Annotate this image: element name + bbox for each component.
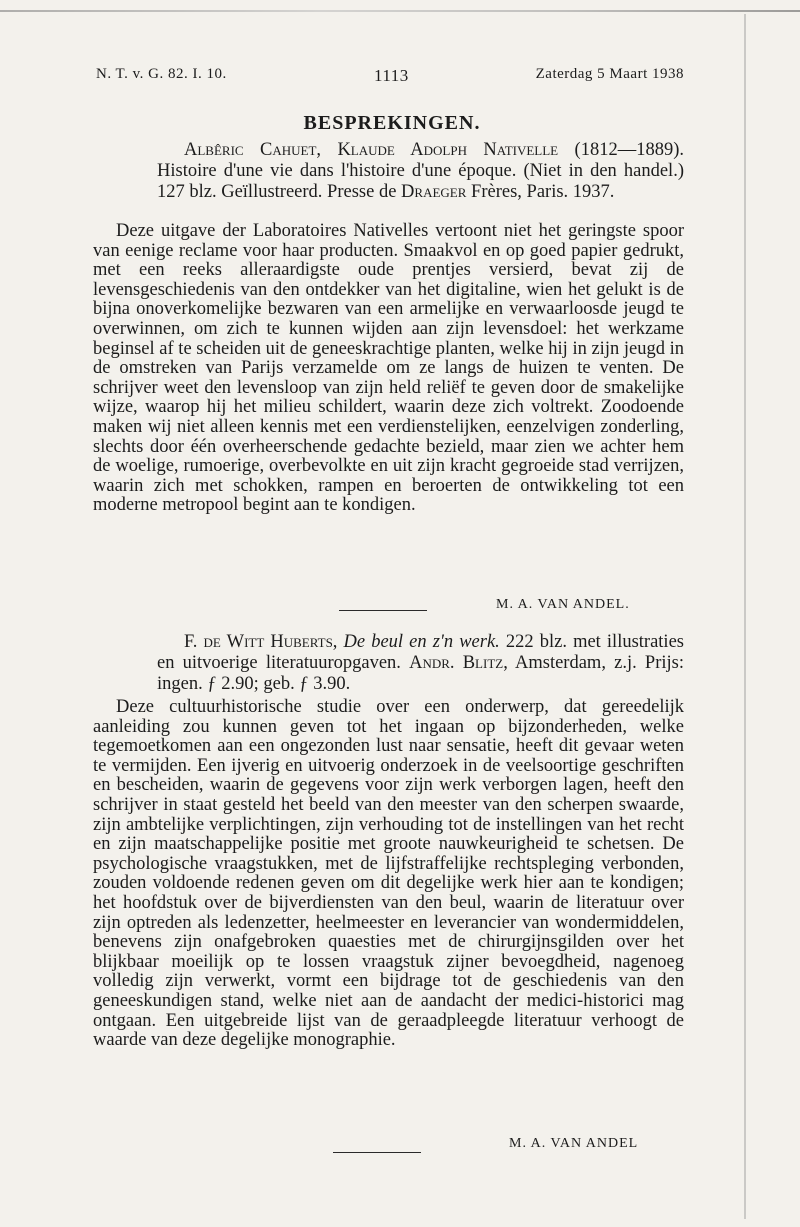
review2-body: Deze cultuurhistorische studie over een onderwerp, dat gereedelijk aanleiding zou kunnen geven tot het ingaan op bijzonderheden, welke tegemoetkomen aan een ongezonden lust naar sensatie, heeft dit gevaar weten te vermijden. Een ijverig en uitvoerig onderzoek in de veelsoortige geschriften en bescheiden, waarin de gegevens voor zijn werk verborgen lagen, heeft den schrijver in staat gesteld het beeld van den meester van den scherpen swaarde, zijn ambtelijke verplichtingen, zijn verhouding tot de instellingen van het recht en zijn maatschappelijke positie met groote nauwkeurigheid te schetsen. De psychologische vraagstukken, met de lijfstraffelijke rechtspleging verbonden, zouden voldoende redenen geven om dit degelijke werk hier aan te kondigen; het hoofdstuk over de bijverdiensten van den beul, waarin de literatuur over zijn optreden als ledenzetter, heelmeester en leverancier van wondermiddelen, benevens zijn onafgebroken quaesties met de chirurgijnsgilden over het blijkbaar moeilijk op te lossen vraagstuk zijner bevoegdheid, nagenoeg volledig zijn verwerkt, vormt een bijdrage tot de geschiedenis van den geneeskundigen stand, welke niet aan de aandacht der medici-historici mag ontgaan. Een uitgebreide lijst van de geraadpleegde literatuur verhoogt de waarde van deze degelijke monographie.: [93, 697, 684, 1051]
review2-author: F. de Witt Huberts,: [184, 632, 338, 652]
separator-rule: [339, 610, 427, 611]
review1-author: Albêric Cahuet, Klaude Adolph Nativelle: [184, 140, 559, 160]
review1-publisher: Draeger: [401, 182, 467, 202]
page-number: 1113: [374, 66, 409, 85]
review1-reference: [157, 140, 684, 203]
issue-date: Zaterdag 5 Maart 1938: [535, 66, 684, 82]
separator-rule: [333, 1152, 421, 1153]
section-title: BESPREKINGEN.: [303, 112, 481, 134]
review2-book-title: De beul en z'n werk.: [343, 632, 500, 652]
scan-edge-right: [744, 14, 746, 1219]
review1-signature: M. A. VAN ANDEL.: [496, 597, 630, 612]
review2-reference-text: 222 blz. met illustraties en uitvoerige literatuuropgaven.: [157, 632, 684, 673]
review1-body: Deze uitgave der Laboratoires Nativelles vertoont niet het geringste spoor van eenige reclame voor haar producten. Smaakvol en op goed papier gedrukt, met een reeks alleraardigste oude prentjes versierd, bevat zij de levensgeschiedenis van den ontdekker van het digitaline, wien het gelukt is de bijna onoverkomelijke bezwaren van een armelijke en verwaarloosde jeugd te overwinnen, om zich te kunnen wijden aan zijn levensdoel: het werkzame beginsel af te scheiden uit de geneeskrachtige planten, welke hij in zijn jeugd in de omstreken van Parijs verzamelde om ze langs de huizen te venten. De schrijver weet den levensloop van zijn held reliëf te geven door de smakelijke wijze, waarop hij het milieu schildert, waarin deze zich voltrekt. Zoodoende maken wij niet alleen kennis met een verdienstelijken, eenzelvigen zonderling, slechts door één overheerschende gedachte bezield, maar zien we achter hem de woelige, rumoerige, overbevolkte en uit zijn kracht gegroeide stad verrijzen, waarin zich met schokken, rampen en beroerten de ontwikkeling tot een moderne metropool begint aan te kondigen.: [93, 221, 684, 516]
review1-reference-text: (1812—1889). Histoire d'une vie dans l'histoire d'une époque. (Niet in den handel.) 127 blz. Geïllustreerd. Presse de: [157, 140, 684, 202]
review2-publisher: Andr. Blitz,: [409, 653, 508, 673]
review2-publisher-rest: Amsterdam, z.j. Prijs: ingen. ƒ 2.90; geb. ƒ 3.90.: [157, 653, 684, 694]
review1-publisher-rest: Frères, Paris. 1937.: [466, 182, 615, 202]
scan-edge-top: [0, 10, 800, 12]
journal-reference: N. T. v. G. 82. I. 10.: [96, 66, 227, 82]
review2-reference: [157, 632, 684, 695]
review2-signature: M. A. VAN ANDEL: [509, 1136, 639, 1151]
